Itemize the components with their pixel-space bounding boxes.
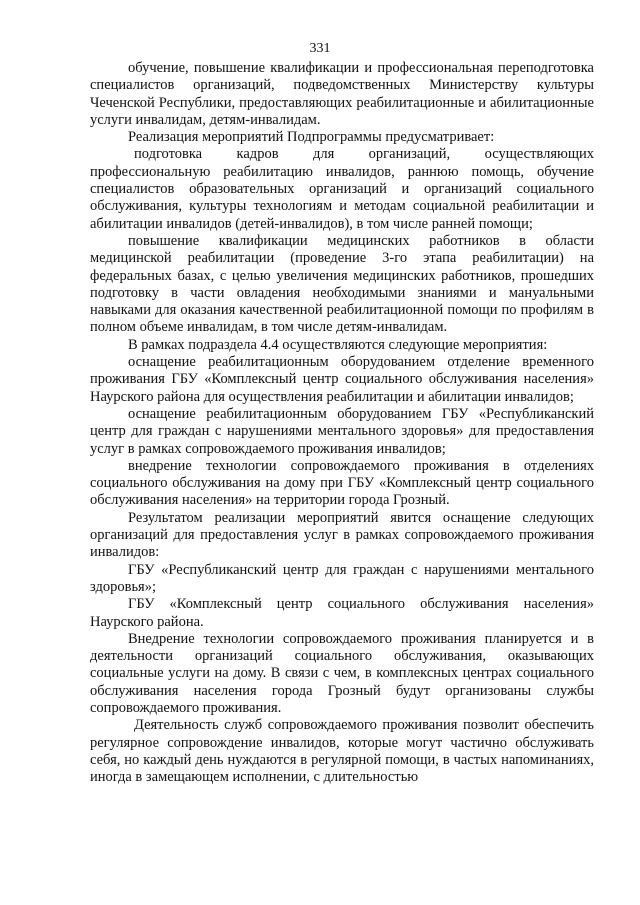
paragraph-3: подготовка кадров для организаций, осуществляющих профессиональную реабилитацию инвалидов, раннюю помощь, обучение специалистов образовательных организаций и организаций социального обслуживания, культуры технологиям и методам социальной реабилитации и абилитации инвалидов (детей-инвалидов), в том числе ранней помощи; (90, 146, 594, 232)
paragraph-5: В рамках подраздела 4.4 осуществляются следующие мероприятия: (128, 336, 548, 353)
paragraph-1: обучение, повышение квалификации и профессиональная переподготовка специалистов организаций, подведомственных Министерству культуры Чеченской Республики, предоставляющих реабилитационные и абилитационные услуги инвалидам, детям-инвалидам. (90, 60, 594, 128)
paragraph-11: ГБУ «Комплексный центр социального обслуживания населения» Наурского района. (90, 596, 594, 630)
page-number: 331 (309, 41, 331, 56)
paragraph-13: Деятельность служб сопровождаемого проживания позволит обеспечить регулярное сопровождение инвалидов, которые могут частично обслуживать себя, но каждый день нуждаются в регулярной помощи, в частых напоминаниях, иногда в замещающем исполнении, с длительностью (90, 717, 594, 786)
body-text (90, 60, 594, 786)
paragraph-4: повышение квалификации медицинских работников в области медицинской реабилитации (проведение 3-го этапа реабилитации) на федеральных базах, с целью увеличения медицинских работников, прошедших подготовку в части овладения необходимыми знаниями и мануальными навыками для оказания качественной реабилитационной помощи по профилям в полном объеме инвалидам, в том числе детям-инвалидам. (90, 232, 594, 336)
paragraph-9: Результатом реализации мероприятий явится оснащение следующих организаций для предоставления услуг в рамках сопровождаемого проживания инвалидов: (90, 509, 594, 561)
paragraph-8: внедрение технологии сопровождаемого проживания в отделениях социального обслуживания на дому при ГБУ «Комплексный центр социального обслуживания населения» на территории города Грозный. (90, 457, 594, 509)
paragraph-12: Внедрение технологии сопровождаемого проживания планируется и в деятельности организаций социального обслуживания, оказывающих социальные услуги на дому. В связи с чем, в комплексных центрах социального обслуживания населения города Грозный будут организованы службы сопровождаемого проживания. (90, 630, 594, 716)
paragraph-2: Реализация мероприятий Подпрограммы предусматривает: (128, 129, 495, 146)
paragraph-7: оснащение реабилитационным оборудованием ГБУ «Республиканский центр для граждан с нарушениями ментального здоровья» для предоставления услуг в рамках сопровождаемого проживания инвалидов; (90, 405, 594, 457)
paragraph-10: ГБУ «Республиканский центр для граждан с нарушениями ментального здоровья»; (90, 561, 594, 595)
paragraph-6: оснащение реабилитационным оборудованием отделение временного проживания ГБУ «Комплексный центр социального обслуживания населения» Наурского района для осуществления реабилитации и абилитации инвалидов; (90, 354, 594, 405)
